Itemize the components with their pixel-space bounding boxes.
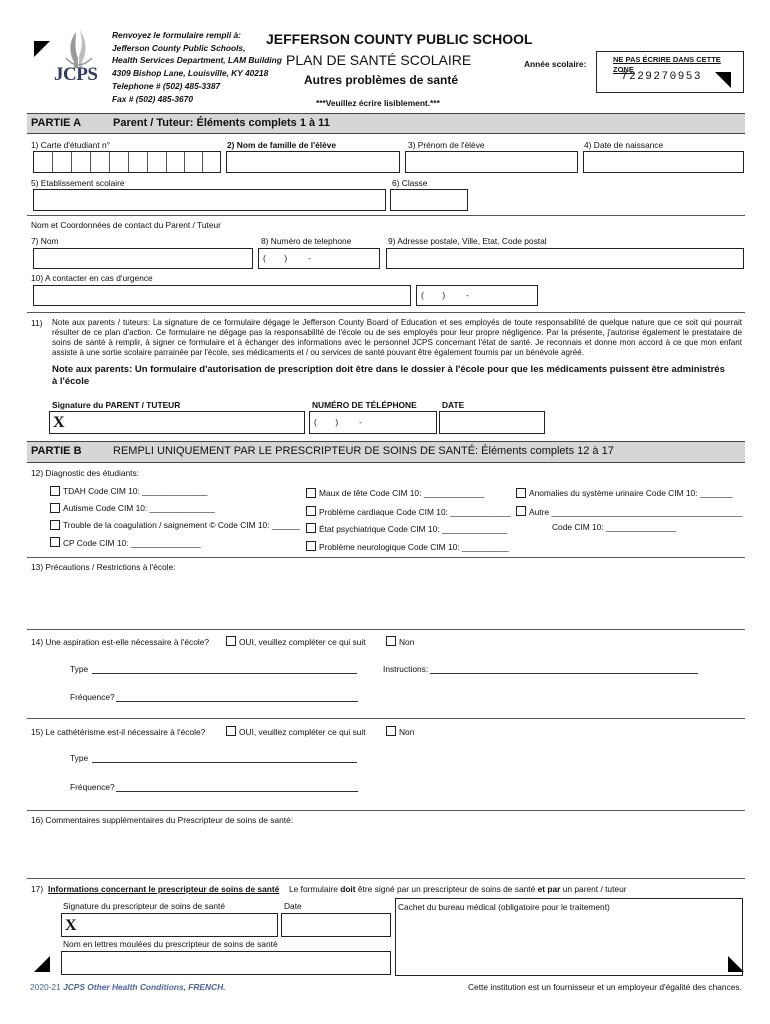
plan-title: PLAN DE SANTÉ SCOLAIRE [286, 52, 472, 68]
return-instructions: Renvoyez le formulaire rempli à: [112, 30, 241, 40]
return-address-line-3: 4309 Bishop Lane, Louisville, KY 40218 [112, 68, 269, 78]
parent-tel-label: NUMÉRO DE TÉLÉPHONE [312, 400, 417, 410]
form-subtitle: Autres problèmes de santé [304, 73, 459, 87]
parent-phone-field[interactable] [258, 248, 380, 269]
note-part-4: et par [537, 884, 561, 894]
suction-no-label: Non [399, 637, 415, 647]
other-checkbox[interactable] [516, 506, 526, 516]
urinary-label: Anomalies du système urinaire Code CIM 10: _______ [529, 488, 733, 498]
signature-x-mark: X [53, 414, 65, 431]
first-name-label: 3) Prénom de l'élève [408, 140, 485, 150]
note-part-3: être signé par un prescripteur de soins de santé [355, 884, 538, 894]
neurological-label: Problème neurologique Code CIM 10: __________ [319, 542, 509, 552]
school-label: 5) Etablissement scolaire [31, 178, 125, 188]
cardiac-checkbox[interactable] [306, 506, 316, 516]
form-number: 7229270953 [621, 71, 703, 83]
note-part-5: un parent / tuteur [560, 884, 627, 894]
catheter-frequency-line[interactable] [116, 791, 358, 792]
prescriber-signature-label: Signature du prescripteur de soins de santé [63, 901, 226, 911]
phone-mask: ( ) - [314, 417, 362, 427]
prescriber-printed-name-field[interactable] [61, 951, 391, 975]
parent-release-note: Note aux parents / tuteurs: La signature de ce formulaire dégage le Jefferson County Board of Education et ses employés de toute responsabilité de quelque nature que ce soit qui pourrait résulter de ce plan d'action. Ce formulaire ne dégage pas la responsabilité de l'école ou de ses employés pour leur propre négligence. Par la présente, j'autorise également le prestataire de soins de santé à remplir, à signer ce formulaire et à échanger des informations avec le personnel JCPS concernant l'état de santé. Je reconnais et donne mon accord à ce que mon enfant assiste à une sortie scolaire parrainée par l'école, ses médicaments et / ou services de santé pouvant être également fournis par un bénévole agréé. [52, 318, 742, 357]
precautions-label: 13) Précautions / Restrictions à l'école: [31, 562, 176, 572]
footer-left [30, 982, 225, 992]
footer-year: 2020-21 [30, 982, 61, 992]
grade-field[interactable] [390, 189, 468, 211]
legibility-notice: ***Veuillez écrire lisiblement.*** [316, 98, 440, 108]
return-address-line-5: Fax # (502) 485-3670 [112, 94, 194, 104]
part-a-label: PARTIE A [31, 117, 82, 129]
urinary-checkbox[interactable] [516, 488, 526, 498]
headache-checkbox[interactable] [306, 488, 316, 498]
autisme-checkbox[interactable] [50, 503, 60, 513]
jcps-logo [52, 28, 108, 88]
student-id-field[interactable] [33, 151, 221, 173]
school-title: JEFFERSON COUNTY PUBLIC SCHOOL [266, 31, 533, 47]
last-name-field[interactable] [226, 151, 400, 173]
item-11-number: 11) [31, 318, 43, 328]
other-label: Autre _________________________________________ [529, 507, 743, 517]
note-part-1: Le formulaire [289, 884, 341, 894]
precautions-area[interactable] [31, 574, 741, 626]
parent-name-field[interactable] [33, 248, 253, 269]
prescriber-printed-name-label: Nom en lettres moulées du prescripteur de soins de santé [63, 939, 278, 949]
logo-text: JCPS [54, 64, 98, 85]
corner-marker-bottom-left [34, 956, 50, 972]
parent-signature-phone-field[interactable] [309, 411, 437, 434]
cp-checkbox[interactable] [50, 537, 60, 547]
parent-phone-label: 8) Numéro de telephone [261, 236, 352, 246]
school-year-label: Année scolaire: [524, 59, 587, 69]
corner-marker-bottom-right [728, 956, 744, 972]
office-use-label: NE PAS ÉCRIRE DANS CETTE ZONE [613, 55, 721, 74]
part-a-title: Parent / Tuteur: Éléments complets 1 à 11 [113, 117, 330, 129]
parent-name-label: 7) Nom [31, 236, 59, 246]
prescriber-date-label: Date [284, 901, 302, 911]
catheter-question: 15) Le cathétérisme est-il nécessaire à l'école? [31, 727, 206, 737]
parent-signature-label: Signature du PARENT / TUTEUR [52, 400, 181, 410]
part-b-header [27, 441, 745, 463]
psychiatric-label: État psychiatrique Code CIM 10: ______________ [319, 524, 508, 534]
return-address-line-1: Jefferson County Public Schools, [112, 43, 246, 53]
parent-signature-date-field[interactable] [439, 411, 545, 434]
psychiatric-checkbox[interactable] [306, 523, 316, 533]
suction-question: 14) Une aspiration est-elle nécessaire à l'école? [31, 637, 210, 647]
part-b-title: REMPLI UNIQUEMENT PAR LE PRESCRIPTEUR DE SOINS DE SANTÉ: Éléments complets 12 à 17 [113, 445, 614, 457]
contact-heading: Nom et Coordonnées de contact du Parent / Tuteur [31, 220, 221, 230]
signature-x-mark: X [65, 917, 77, 934]
grade-label: 6) Classe [392, 178, 428, 188]
suction-instructions-line[interactable] [430, 673, 698, 674]
school-field[interactable] [33, 189, 386, 211]
catheter-no-label: Non [399, 727, 415, 737]
prescriber-date-field[interactable] [281, 913, 391, 937]
prescription-note: Note aux parents: Un formulaire d'autorisation de prescription doit être dans le dossier à l'école pour que les médicaments puissent être administrés à l'école [52, 364, 725, 387]
emergency-contact-label: 10) A contacter en cas d'urgence [31, 273, 153, 283]
coagulation-checkbox[interactable] [50, 520, 60, 530]
last-name-label: 2) Nom de famille de l'élève [227, 140, 337, 150]
corner-marker-top-right [715, 72, 731, 88]
comments-area[interactable] [31, 828, 741, 876]
office-use-box [596, 51, 744, 93]
part-b-label: PARTIE B [31, 445, 82, 457]
part-a-header [27, 113, 745, 134]
coagulation-label: Trouble de la coagulation / saignement © Code CIM 10: ______ [63, 520, 300, 530]
medical-stamp-box[interactable] [395, 898, 743, 976]
prescriber-signature-note [289, 884, 627, 894]
cardiac-label: Problème cardiaque Code CIM 10: _____________ [319, 507, 511, 517]
parent-address-field[interactable] [386, 248, 744, 269]
neurological-checkbox[interactable] [306, 541, 316, 551]
corner-marker-top-left [34, 41, 50, 57]
diagnosis-label: 12) Diagnostic des étudiants: [31, 468, 140, 478]
catheter-yes-checkbox[interactable] [226, 726, 236, 736]
first-name-field[interactable] [405, 151, 578, 173]
student-id-label: 1) Carte d'étudiant n° [31, 140, 110, 150]
footer-form-name: JCPS Other Health Conditions, FRENCH. [63, 982, 226, 992]
footer-equal-opportunity: Cette institution est un fournisseur et un employeur d'égalité des chances. [468, 982, 742, 992]
headache-label: Maux de tête Code CIM 10: _____________ [319, 488, 485, 498]
catheter-type-line[interactable] [92, 762, 357, 763]
return-address-line-4: Telephone # (502) 485-3387 [112, 81, 221, 91]
birth-date-field[interactable] [583, 151, 744, 173]
suction-yes-checkbox[interactable] [226, 636, 236, 646]
emergency-phone-field[interactable] [416, 285, 538, 306]
catheter-no-checkbox[interactable] [386, 726, 396, 736]
medical-stamp-label: Cachet du bureau médical (obligatoire pour le traitement) [398, 902, 610, 912]
phone-mask: ( ) - [263, 253, 311, 263]
note-part-2: doit [340, 884, 356, 894]
parent-address-label: 9) Adresse postale, Ville, Etat, Code postal [388, 236, 547, 246]
prescriber-signature-field[interactable] [61, 913, 278, 937]
prescriber-info-title: Informations concernant le prescripteur de soins de santé [48, 884, 280, 894]
suction-no-checkbox[interactable] [386, 636, 396, 646]
tdah-checkbox[interactable] [50, 486, 60, 496]
cp-label: CP Code CIM 10: _______________ [63, 538, 201, 548]
autisme-label: Autisme Code CIM 10: ______________ [63, 503, 215, 513]
suction-instructions-label: Instructions: [383, 664, 429, 674]
return-address-line-2: Health Services Department, LAM Building [112, 55, 282, 65]
suction-frequency-label: Fréquence? [70, 692, 115, 702]
parent-date-label: DATE [442, 400, 465, 410]
catheter-type-label: Type [70, 753, 89, 763]
suction-yes-label: OUI, veuillez compléter ce qui suit [239, 637, 366, 647]
item-17-number: 17) [31, 884, 44, 894]
parent-signature-field[interactable] [49, 411, 305, 434]
phone-mask: ( ) - [421, 290, 469, 300]
suction-type-label: Type [70, 664, 89, 674]
catheter-yes-label: OUI, veuillez compléter ce qui suit [239, 727, 366, 737]
suction-frequency-line[interactable] [116, 701, 358, 702]
catheter-frequency-label: Fréquence? [70, 782, 115, 792]
birth-date-label: 4) Date de naissance [584, 140, 664, 150]
suction-type-line[interactable] [92, 673, 357, 674]
emergency-contact-field[interactable] [33, 285, 411, 306]
other-code-label: Code CIM 10: _______________ [552, 522, 676, 532]
comments-label: 16) Commentaires supplémentaires du Prescripteur de soins de santé: [31, 815, 294, 825]
tdah-label: TDAH Code CIM 10: ______________ [63, 486, 208, 496]
